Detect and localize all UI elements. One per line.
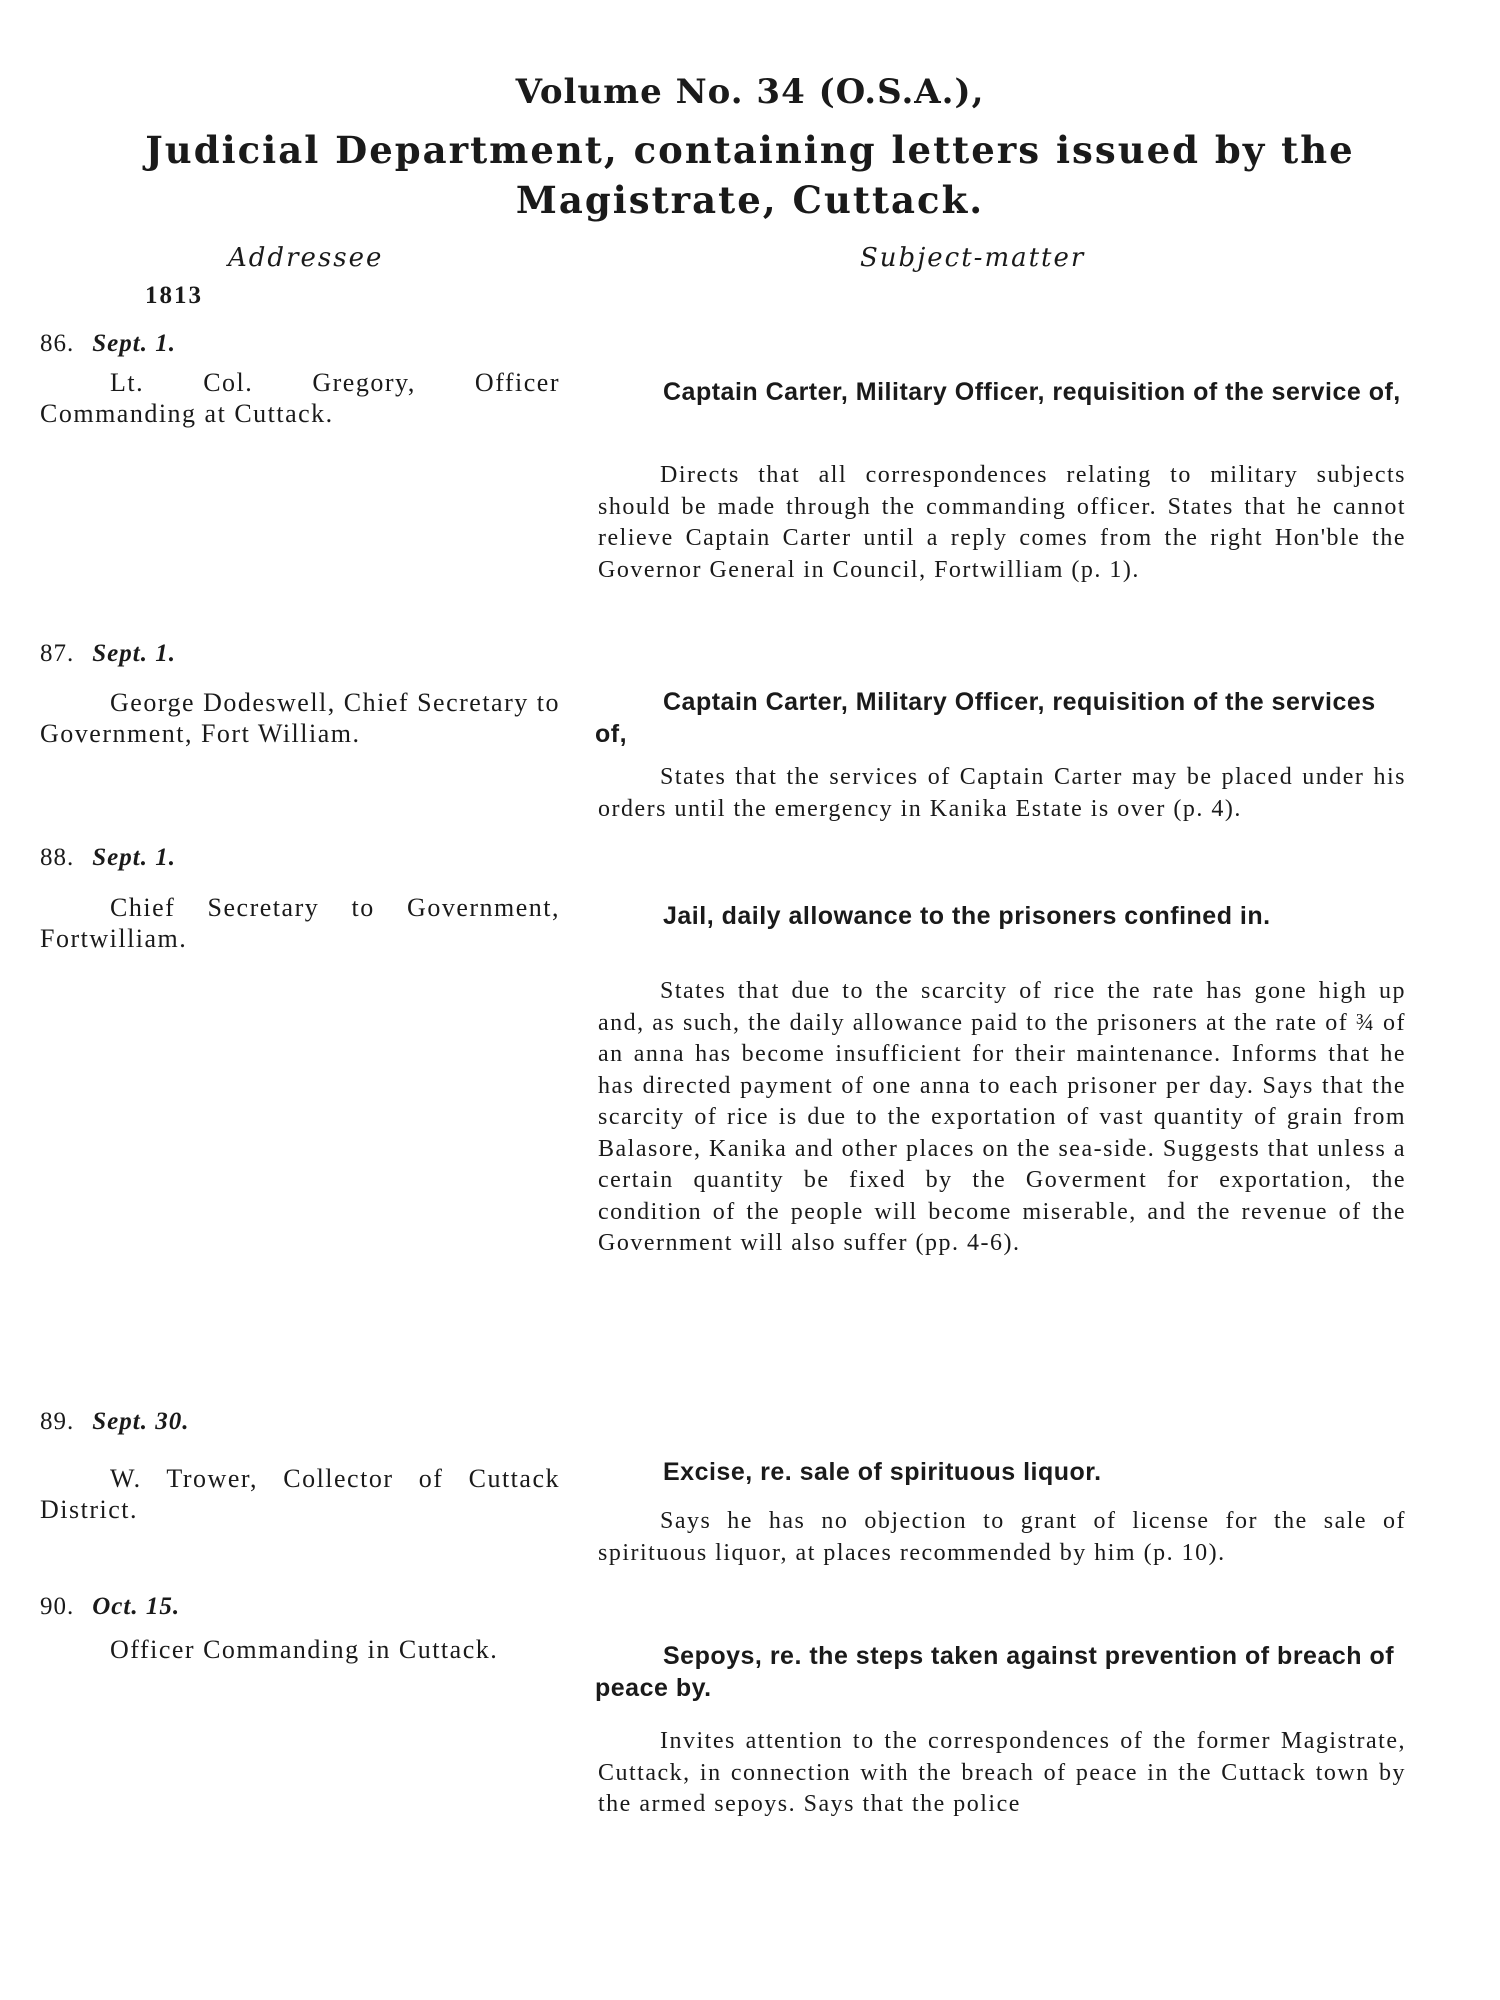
entry-86-heading <box>40 330 176 358</box>
entry-90-heading <box>40 1593 180 1621</box>
entry-89-subject: Excise, re. sale of spirituous liquor. <box>663 1458 1102 1486</box>
entry-88-summary: States that due to the scarcity of rice the rate has gone high up and, as such, the daily allowance paid to the prisoners at the rate of ¾ of an anna has become insufficient for their maintenance. Informs that he has directed payment of one anna to each prisoner per day. Says that the scarcity of rice is due to the exportation of vast quantity of grain from Balasore, Kanika and other places on the sea-side. Suggests that unless a certain quantity be fixed by the Goverment for exportation, the condition of the people will become miserable, and the revenue of the Government will also suffer (pp. 4-6). <box>598 978 1406 1256</box>
entry-86-addressee: Lt. Col. Gregory, Officer Commanding at Cuttack. <box>40 368 560 428</box>
entry-89-heading <box>40 1408 189 1436</box>
entry-87-addressee: George Dodeswell, Chief Secretary to Government, Fort William. <box>40 688 560 748</box>
entry-87-subject: Captain Carter, Military Officer, requisition of the services of, <box>595 688 1376 748</box>
entry-number: 88. <box>40 844 75 871</box>
department-title: Judicial Department, containing letters issued by the <box>145 128 1355 172</box>
entry-90-subject: Sepoys, re. the steps taken against prevention of breach of peace by. <box>595 1642 1395 1702</box>
entry-86-summary: Directs that all correspondences relating to military subjects should be made through the commanding officer. States that he cannot relieve Captain Carter until a reply comes from the right Hon'ble the Governor General in Council, Fortwilliam (p. 1). <box>598 462 1406 583</box>
magistrate-title: Magistrate, Cuttack. <box>515 178 985 222</box>
entry-date: Sept. 30. <box>92 1408 190 1435</box>
entry-number: 90. <box>40 1593 75 1620</box>
entry-date: Sept. 1. <box>92 330 176 357</box>
volume-title: Volume No. 34 (O.S.A.), <box>515 72 985 112</box>
entry-number: 87. <box>40 640 75 667</box>
column-header-subject: Subject-matter <box>860 243 1086 273</box>
entry-87-summary: States that the services of Captain Carter may be placed under his orders until the emergency in Kanika Estate is over (p. 4). <box>598 764 1406 822</box>
entry-87-heading <box>40 640 176 668</box>
entry-date: Sept. 1. <box>92 844 176 871</box>
entry-88-heading <box>40 844 176 872</box>
entry-89-summary: Says he has no objection to grant of license for the sale of spirituous liquor, at places recommended by him (p. 10). <box>598 1508 1406 1566</box>
entry-89-addressee: W. Trower, Collector of Cuttack District. <box>40 1464 560 1524</box>
entry-86-subject: Captain Carter, Military Officer, requisition of the service of, <box>663 378 1401 406</box>
column-header-addressee: Addressee <box>228 243 384 273</box>
entry-90-summary: Invites attention to the correspondences of the former Magistrate, Cuttack, in connection with the breach of peace in the Cuttack town by the armed sepoys. Says that the police <box>598 1728 1406 1817</box>
entry-number: 86. <box>40 330 75 357</box>
year-label: 1813 <box>145 282 203 309</box>
entry-date: Sept. 1. <box>92 640 176 667</box>
entry-date: Oct. 15. <box>92 1593 181 1620</box>
entry-88-addressee: Chief Secretary to Government, Fortwilliam. <box>40 893 560 953</box>
entry-number: 89. <box>40 1408 75 1435</box>
entry-90-addressee: Officer Commanding in Cuttack. <box>110 1635 499 1664</box>
entry-88-subject: Jail, daily allowance to the prisoners confined in. <box>663 902 1271 930</box>
